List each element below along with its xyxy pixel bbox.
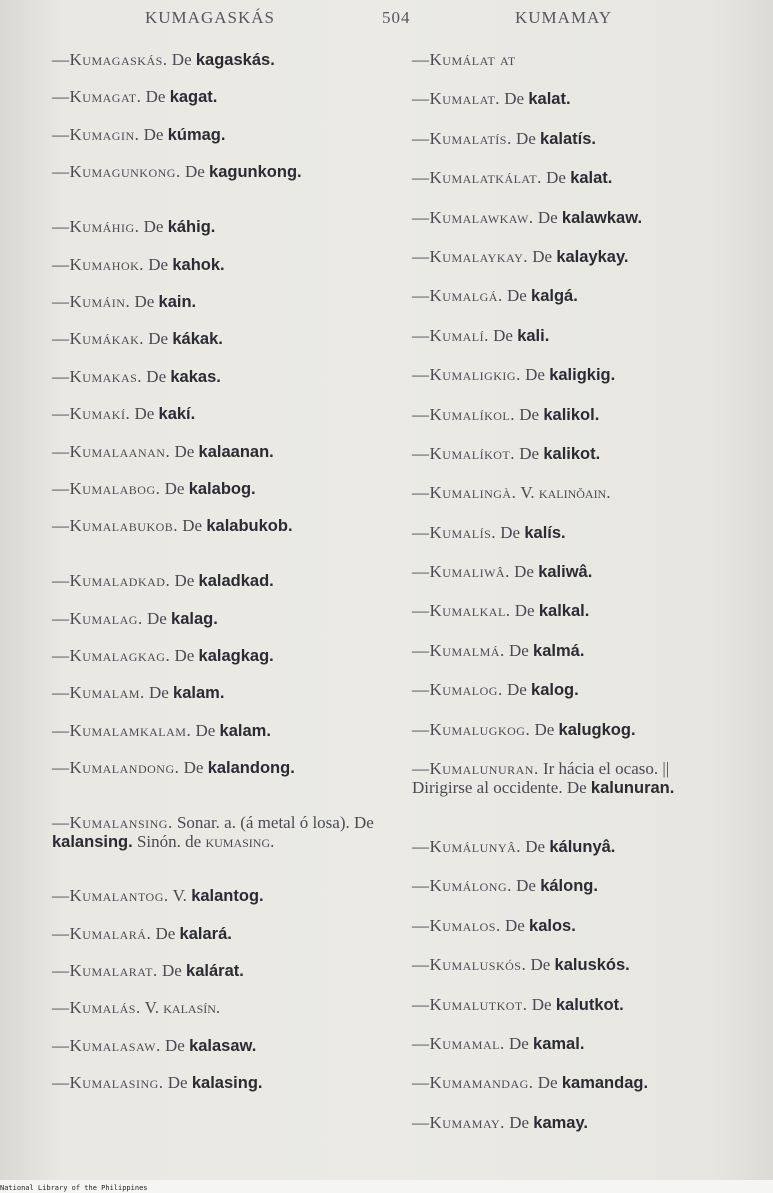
entry-headword: —Kumalís. (412, 522, 497, 542)
entry-headword: —Kumalará. (52, 923, 152, 943)
right-column (412, 50, 727, 1152)
entry-root-word: kamal. (533, 1034, 585, 1053)
dictionary-entry (412, 405, 727, 444)
entry-headword: —Kumalíkot. (412, 443, 516, 463)
entry-root-word: kalagkag. (198, 647, 274, 666)
entry-root-word: kalawkaw. (561, 208, 643, 227)
dictionary-entry (412, 523, 727, 562)
entry-headword: —Kumalabukob. (52, 516, 179, 536)
entry-root-word: kalansing. (52, 833, 133, 852)
dictionary-entry (412, 247, 727, 286)
dictionary-entry (412, 601, 727, 640)
header-left-guideword: KUMAGASKÁS (145, 8, 275, 27)
entry-headword: —Kumalutkot. (412, 994, 528, 1014)
dictionary-entry (412, 326, 727, 365)
entry-root-word: kalatís. (540, 129, 596, 148)
entry-gloss: De (516, 876, 536, 896)
entry-headword: —Kumalasaw. (52, 1035, 161, 1055)
entry-gloss: De (183, 758, 204, 778)
entry-gloss: De (525, 837, 546, 857)
entry-headword: —Kumaladkad. (52, 571, 171, 591)
entry-root-word: kalugkog. (558, 720, 636, 739)
dictionary-entry (412, 444, 727, 483)
entry-gloss: De (515, 128, 536, 148)
dictionary-entry (52, 367, 387, 404)
entry-root-word: kalabukob. (206, 517, 293, 536)
entry-gloss: De (143, 217, 164, 237)
page-number: 504 (382, 8, 411, 27)
dictionary-entry (412, 50, 727, 89)
entry-root-word: káhig. (167, 218, 216, 237)
dictionary-entry (52, 217, 387, 254)
entry-gloss: Ir hácia el ocaso. || Dirigirse al occidente. De (412, 759, 670, 798)
entry-headword: —Kumalatkálat. (412, 168, 542, 188)
entry-root-word: kalantog. (191, 887, 264, 906)
entry-root-word: kakas. (170, 367, 221, 386)
entry-root-word: kálunyâ. (549, 838, 616, 857)
entry-headword: —Kumalás. (52, 998, 141, 1018)
entry-gloss: De (509, 1112, 530, 1132)
entry-root-word: kamay. (533, 1113, 589, 1132)
entry-root-word: kálong. (540, 877, 598, 896)
entry-headword: —Kumaluskós. (412, 955, 527, 975)
entry-root-word: kalasaw. (189, 1036, 257, 1055)
entry-root-word: kalabog. (188, 479, 256, 498)
dictionary-entry (52, 292, 387, 329)
entry-headword: —Kumalkal. (412, 601, 511, 621)
entry-gloss: De (184, 162, 205, 182)
dictionary-entry (412, 876, 727, 915)
dictionary-entry (52, 50, 387, 87)
entry-gloss: De (146, 608, 167, 628)
entry-headword: —Kumákak. (52, 329, 145, 349)
dictionary-entry (52, 87, 387, 124)
entry-headword: —Kumalag. (52, 608, 143, 628)
entry-headword: —Kumalarat. (52, 961, 158, 981)
dictionary-entry (412, 759, 727, 837)
entry-gloss: De (174, 571, 195, 591)
entry-gloss: De (530, 955, 551, 975)
entry-headword: —Kumálong. (412, 876, 512, 896)
entry-gloss: De (534, 719, 555, 739)
entry-gloss: De (171, 50, 192, 69)
entry-headword: —Kumálunyâ. (412, 837, 522, 857)
entry-root-word: kalkal. (538, 602, 590, 621)
entry-root-word: kalárat. (186, 962, 244, 981)
entry-gloss: De (167, 1073, 188, 1093)
dictionary-entry (412, 208, 727, 247)
dictionary-entry (412, 995, 727, 1034)
dictionary-entry (52, 721, 387, 758)
dictionary-entry (52, 924, 387, 961)
entry-gloss: De (504, 89, 525, 109)
entry-headword: —Kumalmá. (412, 640, 505, 660)
entry-headword: —Kumalog. (412, 680, 503, 700)
entry-gloss: De (493, 325, 513, 345)
entry-cross-reference: kumasing. (205, 832, 275, 852)
entry-headword: —Kumalunuran. (412, 759, 539, 779)
dictionary-entry (52, 442, 387, 479)
entry-root-word: kalam. (219, 721, 271, 740)
dictionary-entry (412, 89, 727, 128)
entry-root-word: kalag. (171, 609, 218, 628)
dictionary-entry (412, 168, 727, 207)
entry-headword: —Kumáhig. (52, 217, 140, 237)
entry-headword: —Kumalos. (412, 915, 501, 935)
dictionary-entry (52, 1036, 387, 1073)
entry-gloss: V. (520, 483, 535, 503)
entry-gloss: De (134, 404, 155, 424)
entry-root-word: kalam. (173, 684, 225, 703)
entry-gloss: De (537, 1073, 558, 1093)
entry-headword: —Kumalaykay. (412, 246, 528, 266)
entry-gloss-after: Sinón. de (136, 832, 202, 852)
entry-headword: —Kumálat at (412, 50, 516, 69)
dictionary-entry (52, 646, 387, 683)
entry-gloss: De (508, 1033, 529, 1053)
entry-gloss: De (500, 522, 521, 542)
entry-headword: —Kumalingà. (412, 483, 517, 503)
entry-gloss: De (514, 562, 534, 582)
entry-root-word: kalaanan. (198, 442, 274, 461)
entry-root-word: kagunkong. (209, 163, 302, 182)
entry-gloss: De (155, 923, 176, 943)
entry-gloss: De (182, 516, 203, 536)
dictionary-entry (52, 683, 387, 720)
entry-headword: —Kumagin. (52, 124, 140, 144)
entry-root-word: kakí. (158, 405, 196, 424)
entry-headword: —Kumamal. (412, 1033, 505, 1053)
entry-gloss: De (532, 246, 553, 266)
entry-root-word: kalandong. (207, 759, 295, 778)
dictionary-entry (52, 571, 387, 608)
entry-root-word: kalunuran. (590, 779, 675, 798)
entry-gloss: De (148, 329, 169, 349)
entry-headword: —Kumalíkol. (412, 404, 516, 424)
entry-gloss: De (506, 680, 527, 700)
dictionary-entry (52, 998, 387, 1035)
entry-gloss: De (514, 601, 535, 621)
entry-headword: —Kumakí. (52, 404, 131, 424)
entry-gloss: De (506, 286, 527, 306)
dictionary-entry (412, 680, 727, 719)
entry-root-word: kaliwâ. (538, 563, 593, 582)
entry-root-word: kamandag. (561, 1074, 649, 1093)
entry-headword: —Kumahok. (52, 254, 145, 274)
entry-gloss: De (531, 994, 552, 1014)
dictionary-entry (412, 720, 727, 759)
entry-headword: —Kumalagkag. (52, 646, 171, 666)
entry-root-word: kaligkig. (549, 366, 616, 385)
entry-headword: —Kumagat. (52, 87, 142, 107)
entry-root-word: kahok. (172, 255, 225, 274)
entry-root-word: kaluskós. (554, 956, 630, 975)
entry-root-word: kali. (517, 326, 550, 345)
dictionary-entry (412, 1113, 727, 1152)
entry-headword: —Kumaliwâ. (412, 562, 510, 582)
left-column (52, 50, 387, 1111)
entry-headword: —Kumalgá. (412, 286, 503, 306)
dictionary-entry (52, 516, 387, 571)
dictionary-entry (52, 125, 387, 162)
dictionary-entry (412, 1034, 727, 1073)
dictionary-entry (412, 916, 727, 955)
entry-gloss: V. (144, 998, 159, 1018)
dictionary-entry (412, 837, 727, 876)
entry-root-word: kalaykay. (556, 247, 629, 266)
entry-cross-reference: kalasín. (163, 998, 221, 1018)
entry-headword: —Kumamay. (412, 1112, 505, 1132)
entry-headword: —Kumalasing. (52, 1073, 164, 1093)
entry-headword: —Kumakas. (52, 366, 143, 386)
entry-headword: —Kumáin. (52, 291, 131, 311)
entry-root-word: kalís. (524, 523, 566, 542)
entry-headword: —Kumalamkalam. (52, 720, 192, 740)
entry-headword: —Kumalí. (412, 325, 489, 345)
entry-gloss: De (148, 683, 169, 703)
entry-gloss: De (504, 915, 525, 935)
entry-root-word: kákak. (172, 330, 223, 349)
entry-gloss: Sonar. a. (á metal ó losa). De (176, 813, 374, 833)
entry-headword: —Kumaligkig. (412, 365, 521, 385)
entry-gloss: De (525, 365, 545, 385)
dictionary-entry (412, 1073, 727, 1112)
entry-root-word: kalmá. (533, 641, 585, 660)
dictionary-entry (412, 955, 727, 994)
entry-headword: —Kumalat. (412, 89, 501, 109)
entry-headword: —Kumalabog. (52, 478, 161, 498)
entry-gloss: De (508, 640, 529, 660)
entry-gloss: De (164, 478, 185, 498)
dictionary-entry (412, 365, 727, 404)
entry-gloss: De (537, 207, 558, 227)
entry-gloss: De (148, 254, 169, 274)
entry-root-word: kalikol. (543, 405, 600, 424)
entry-headword: —Kumamandag. (412, 1073, 534, 1093)
entry-root-word: kagat. (169, 88, 218, 107)
dictionary-entry (412, 641, 727, 680)
dictionary-entry (52, 162, 387, 217)
entry-cross-reference: kalinŏain. (538, 483, 611, 503)
entry-gloss: De (174, 646, 195, 666)
dictionary-entry (412, 286, 727, 325)
entry-headword: —Kumagunkong. (52, 162, 181, 182)
entry-gloss: De (134, 291, 155, 311)
entry-headword: —Kumalandong. (52, 758, 180, 778)
entry-gloss: De (174, 441, 195, 461)
entry-root-word: kalat. (528, 90, 571, 109)
entry-gloss: De (519, 404, 540, 424)
entry-gloss: De (195, 720, 216, 740)
dictionary-entry (412, 129, 727, 168)
entry-headword: —Kumalatís. (412, 128, 512, 148)
dictionary-entry (52, 479, 387, 516)
entry-gloss: De (143, 124, 164, 144)
entry-headword: —Kumalam. (52, 683, 145, 703)
dictionary-entry (52, 255, 387, 292)
dictionary-entry (52, 961, 387, 998)
entry-root-word: kalos. (529, 916, 576, 935)
entry-gloss: V. (172, 886, 187, 906)
footer-credit: National Library of the Philippines (0, 1184, 148, 1192)
entry-root-word: kúmag. (167, 125, 226, 144)
entry-gloss: De (164, 1035, 185, 1055)
dictionary-entry (52, 758, 387, 813)
entry-root-word: kalog. (531, 681, 579, 700)
entry-gloss: De (519, 443, 540, 463)
dictionary-entry (412, 483, 727, 522)
entry-headword: —Kumalawkaw. (412, 207, 534, 227)
dictionary-entry (52, 886, 387, 923)
entry-root-word: kalasing. (191, 1074, 263, 1093)
header-right-guideword: KUMAMAY (515, 8, 613, 27)
entry-gloss: De (546, 168, 566, 188)
dictionary-entry (52, 1073, 387, 1110)
entry-gloss: De (161, 961, 182, 981)
entry-headword: —Kumagaskás. (52, 50, 168, 69)
running-header (0, 8, 773, 32)
dictionary-entry (52, 404, 387, 441)
entry-root-word: kalutkot. (555, 995, 624, 1014)
entry-root-word: kaladkad. (198, 572, 274, 591)
entry-root-word: kalikot. (543, 444, 601, 463)
entry-root-word: kalgá. (531, 287, 578, 306)
dictionary-entry (52, 813, 387, 886)
entry-root-word: kain. (158, 292, 197, 311)
entry-gloss: De (146, 366, 167, 386)
entry-root-word: kalará. (179, 924, 232, 943)
dictionary-entry (52, 609, 387, 646)
dictionary-entry (412, 562, 727, 601)
entry-headword: —Kumalansing. (52, 813, 173, 833)
entry-headword: —Kumalaanan. (52, 441, 171, 461)
entry-headword: —Kumalugkog. (412, 719, 531, 739)
entry-root-word: kalat. (570, 169, 613, 188)
entry-root-word: kagaskás. (195, 51, 275, 69)
dictionary-entry (52, 329, 387, 366)
entry-headword: —Kumalantog. (52, 886, 169, 906)
entry-gloss: De (145, 87, 166, 107)
